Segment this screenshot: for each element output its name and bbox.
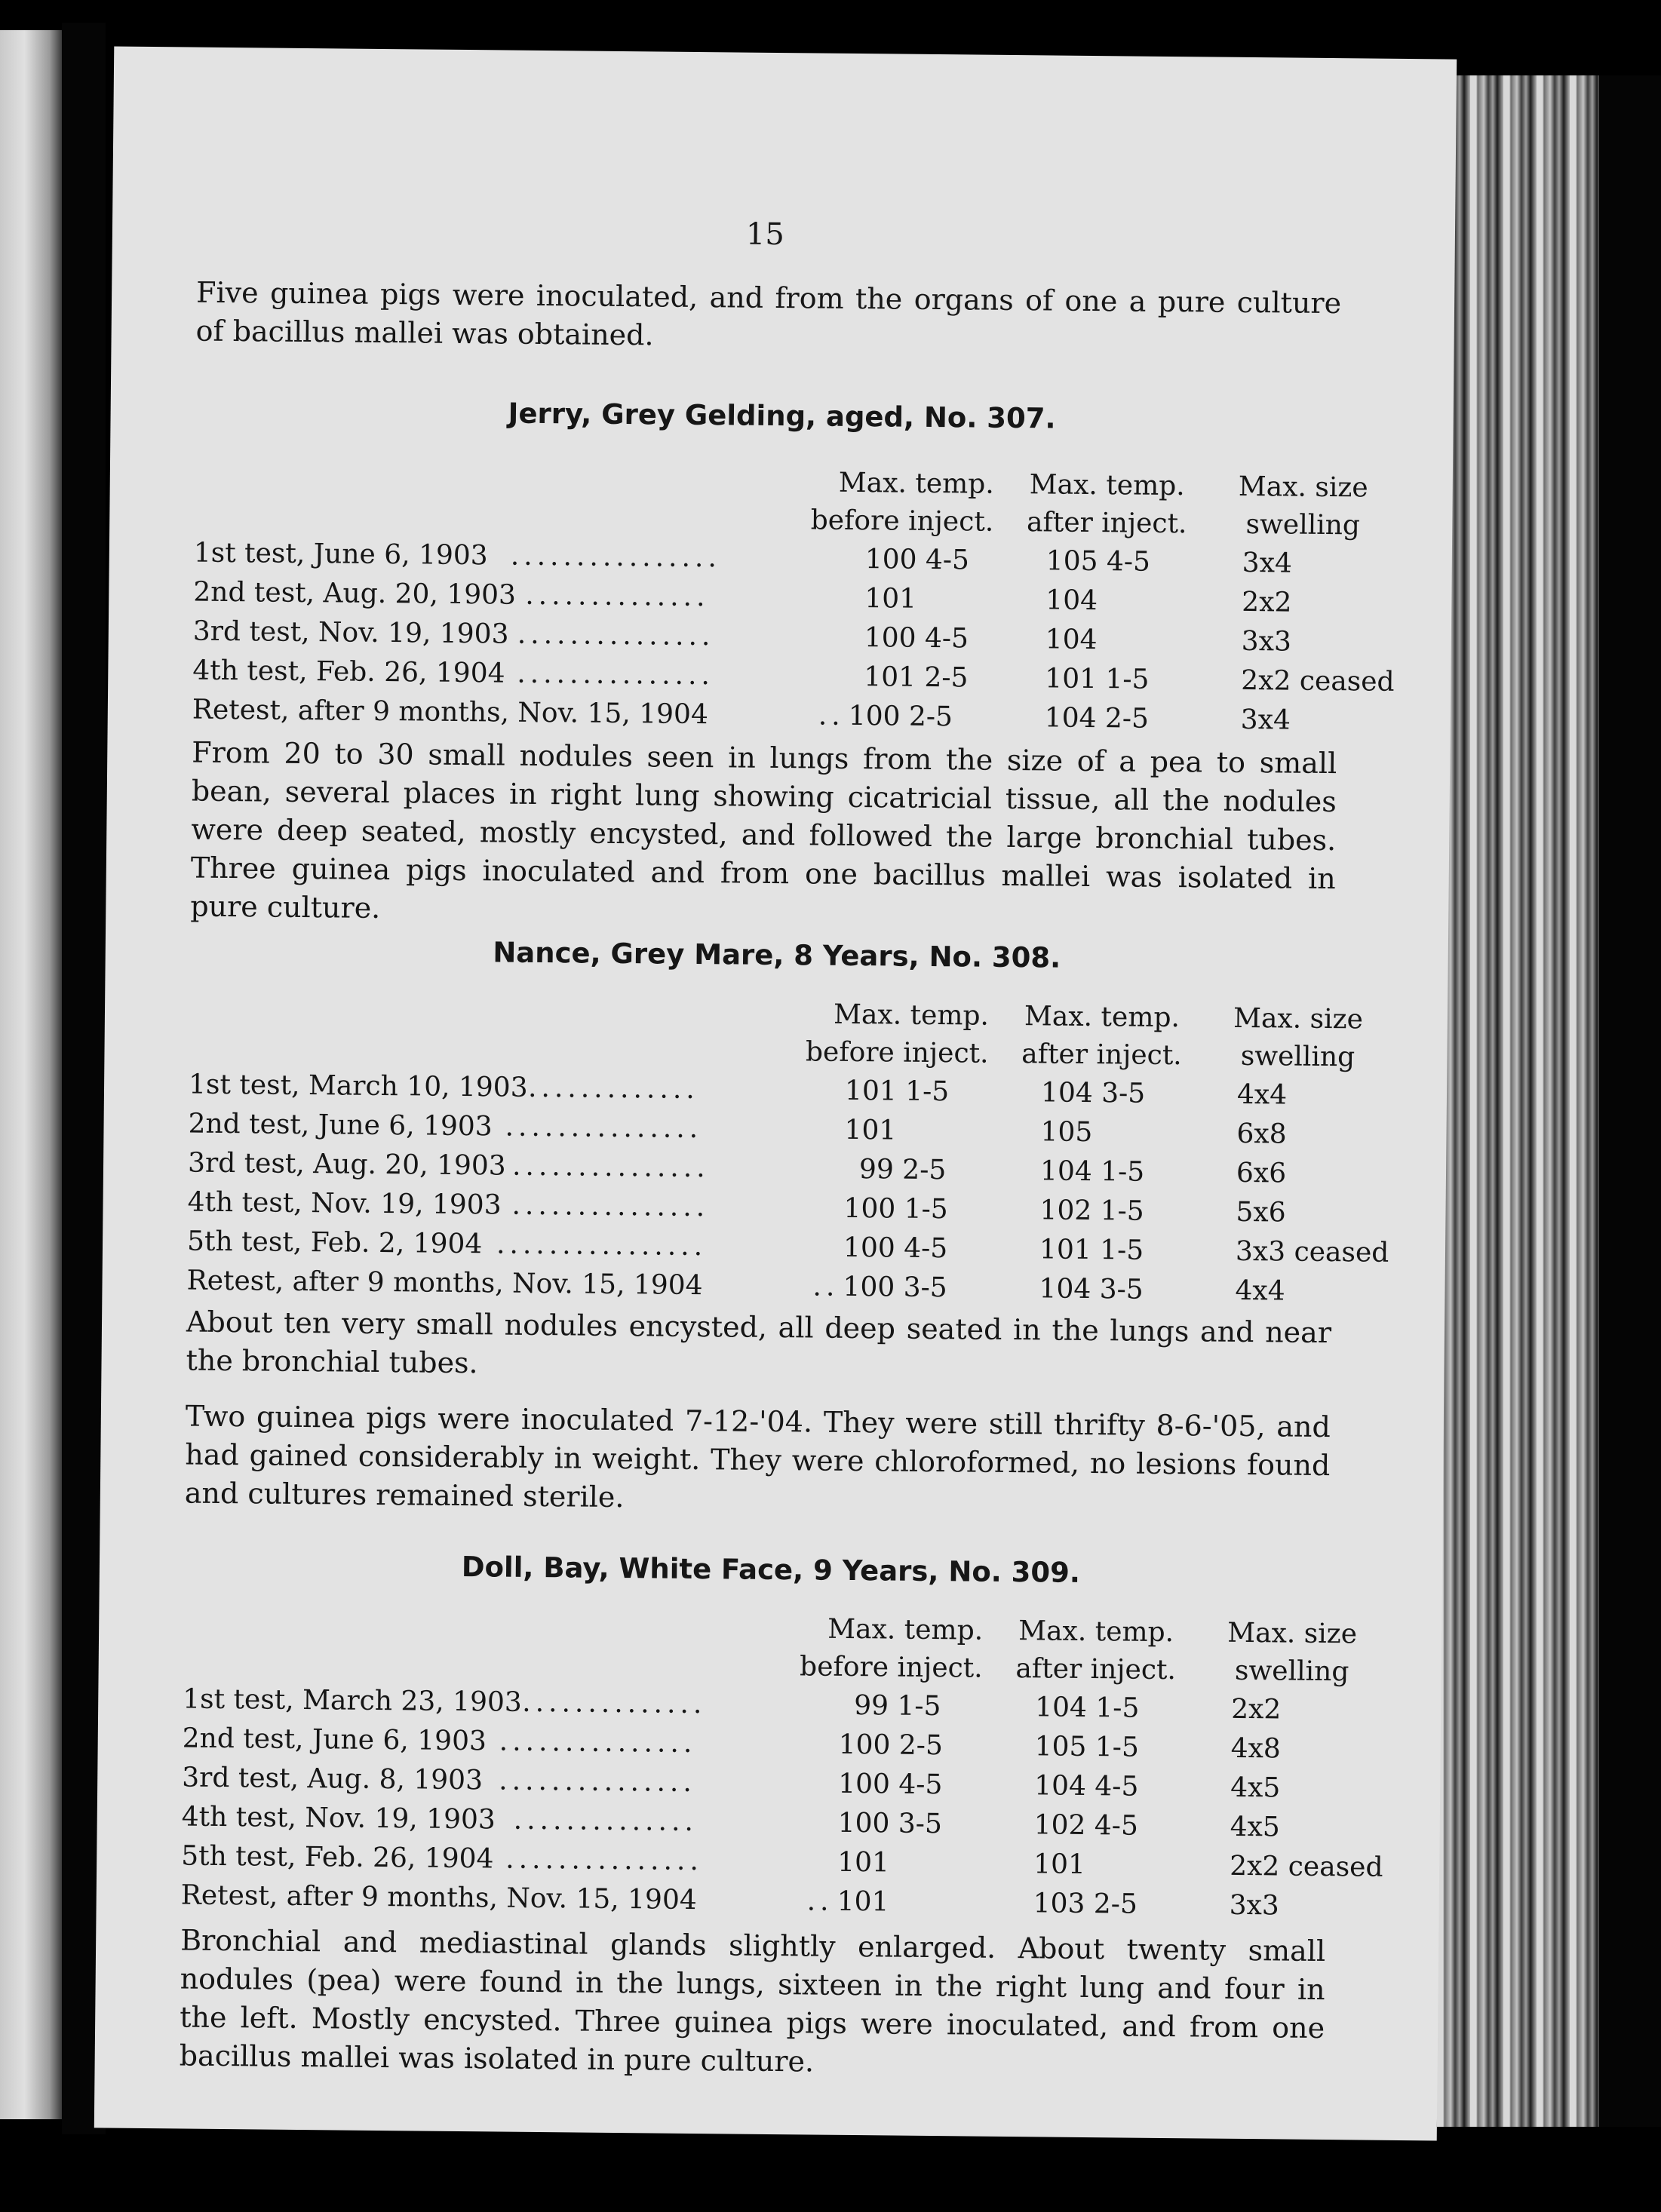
row-label: Retest, after 9 months, Nov. 15, 1904 (186, 1265, 703, 1302)
leader-dots: ............... (505, 1843, 704, 1877)
leader-dots: ................ (496, 1229, 708, 1262)
temp-before: 100 4-5 (864, 622, 969, 655)
swelling-size: 2x2 (1242, 586, 1292, 618)
column-header-line: after inject. (1015, 1653, 1177, 1686)
temp-after: 101 (1033, 1848, 1086, 1880)
temp-before: 101 (837, 1885, 889, 1918)
column-header-line: swelling (1234, 1655, 1349, 1688)
test-table-nance (186, 990, 1396, 1307)
swelling-size: 6x6 (1236, 1157, 1287, 1189)
column-header-line: swelling (1245, 508, 1361, 541)
section-note-doll: Bronchial and mediastinal glands slightly enlarged. About twenty small nodules (pea) were found in the lungs, sixteen in the right lung and four in the left. Mostly encysted. Three guinea pigs were inoculated, and from one bacillus mallei was isolated in pure culture. (179, 1923, 1326, 2079)
temp-before: 100 2-5 (848, 700, 953, 733)
temp-after: 105 (1040, 1116, 1093, 1149)
temp-after: 104 (1045, 624, 1098, 656)
temp-after: 102 4-5 (1033, 1809, 1139, 1842)
column-header-swelling (1212, 468, 1394, 545)
section-heading-doll: Doll, Bay, White Face, 9 Years, No. 309. (461, 1551, 1081, 1589)
row-label: 3rd test, Aug. 8, 1903 (182, 1762, 484, 1796)
swelling-size: 3x3 (1241, 625, 1292, 658)
temp-before: 100 3-5 (843, 1271, 947, 1304)
leader-dots: ............. (527, 1072, 700, 1106)
leader-dots: .. (818, 700, 845, 732)
row-label: 5th test, Feb. 2, 1904 (186, 1226, 483, 1260)
row-label: Retest, after 9 months, Nov. 15, 1904 (192, 694, 709, 731)
swelling-size: 4x5 (1230, 1772, 1281, 1804)
leader-dots: .............. (525, 579, 710, 613)
row-label: 2nd test, June 6, 1903 (188, 1108, 493, 1143)
swelling-size: 2x2 (1230, 1693, 1282, 1726)
row-label: 3rd test, Nov. 19, 1903 (192, 615, 509, 650)
leader-dots: ............... (499, 1765, 697, 1799)
row-label: 4th test, Feb. 26, 1904 (192, 655, 505, 689)
swelling-size: 6x8 (1236, 1118, 1287, 1150)
section-heading-nance: Nance, Grey Mare, 8 Years, No. 308. (493, 936, 1061, 974)
temp-before: 101 (864, 583, 917, 615)
leader-dots: ............... (499, 1726, 697, 1759)
section-note-nance-2: Two guinea pigs were inoculated 7-12-'04. They were still thrifty 8-6-'05, and had gained considerably in weight. They were chloroformed, no lesions found and cultures remained sterile. (184, 1399, 1331, 1514)
column-header-line: Max. temp. (827, 1613, 984, 1646)
temp-after: 105 1-5 (1034, 1731, 1140, 1763)
temp-after: 104 1-5 (1035, 1692, 1140, 1724)
column-header-line: after inject. (1021, 1039, 1182, 1072)
temp-before: 100 2-5 (838, 1729, 944, 1762)
book-page (94, 47, 1457, 2141)
column-header-before (767, 464, 994, 541)
temp-after: 104 1-5 (1039, 1155, 1145, 1188)
row-label: 2nd test, June 6, 1903 (182, 1723, 487, 1757)
intro-paragraph: Five guinea pigs were inoculated, and from the organs of one a pure culture of bacillus mallei was obtained. (195, 275, 1342, 352)
leader-dots: ............... (517, 618, 715, 652)
leader-dots: ............... (511, 1150, 710, 1184)
leader-dots: .............. (513, 1804, 698, 1838)
temp-before: 101 1-5 (844, 1075, 950, 1108)
column-header-before (762, 996, 989, 1073)
row-label: 3rd test, Aug. 20, 1903 (187, 1147, 506, 1182)
temp-after: 101 1-5 (1039, 1234, 1144, 1266)
column-header-line: Max. temp. (1024, 1001, 1181, 1034)
temp-after: 101 1-5 (1045, 663, 1150, 695)
column-header-line: before inject. (810, 505, 994, 538)
column-header-swelling (1207, 999, 1389, 1076)
leader-dots: ................ (510, 540, 722, 574)
column-header-after (1009, 466, 1205, 543)
temp-before: 99 2-5 (858, 1154, 947, 1186)
leader-dots: ............... (511, 1189, 710, 1223)
page-block-shadow (1599, 75, 1661, 2127)
page-block-edge (1437, 75, 1610, 2127)
swelling-size: 4x5 (1230, 1811, 1281, 1843)
row-label: 4th test, Nov. 19, 1903 (181, 1801, 496, 1836)
test-table-jerry (192, 459, 1402, 736)
row-label: 5th test, Feb. 26, 1904 (181, 1840, 494, 1875)
page-content (94, 47, 1457, 2141)
section-heading-jerry: Jerry, Grey Gelding, aged, No. 307. (508, 397, 1056, 435)
temp-before: 101 2-5 (864, 661, 969, 694)
column-header-line: Max. temp. (838, 467, 994, 500)
leader-dots: .. (806, 1885, 834, 1917)
column-header-line: Max. temp. (1018, 1615, 1174, 1649)
column-header-line: Max. temp. (1029, 469, 1185, 502)
row-label: 1st test, March 10, 1903 (188, 1069, 528, 1103)
temp-before: 99 1-5 (854, 1690, 941, 1723)
leader-dots: ............... (517, 658, 715, 692)
temp-after: 104 (1045, 584, 1098, 617)
column-header-line: before inject. (805, 1036, 989, 1069)
temp-after: 103 2-5 (1033, 1888, 1138, 1920)
swelling-size: 4x8 (1230, 1732, 1282, 1765)
column-header-after (1003, 998, 1200, 1075)
leader-dots: .. (812, 1271, 840, 1302)
swelling-size: 3x3 (1229, 1889, 1280, 1922)
row-label: Retest, after 9 months, Nov. 15, 1904 (180, 1879, 697, 1916)
column-header-line: Max. temp. (833, 999, 990, 1032)
column-header-line: Max. size (1238, 471, 1368, 504)
temp-after: 104 2-5 (1044, 702, 1150, 735)
temp-before: 100 3-5 (837, 1807, 943, 1840)
leader-dots: ............... (505, 1111, 703, 1145)
test-table-doll (180, 1605, 1390, 1922)
row-label: 1st test, June 6, 1903 (193, 537, 488, 572)
section-note-jerry: From 20 to 30 small nodules seen in lungs from the size of a pea to small bean, several places in right lung showing cicatricial tissue, all the nodules were deep seated, mostly encysted, and followed the large bronchial tubes. Three guinea pigs inoculated and from one bacillus mallei was isolated in pure culture. (190, 735, 1337, 925)
column-header-before (756, 1610, 983, 1688)
temp-after: 104 3-5 (1039, 1273, 1144, 1305)
column-header-swelling (1201, 1614, 1383, 1691)
temp-after: 104 3-5 (1040, 1077, 1146, 1109)
temp-before: 100 1-5 (843, 1192, 948, 1226)
swelling-size: 3x3 ceased (1235, 1235, 1389, 1269)
leader-dots: .............. (522, 1686, 707, 1720)
temp-before: 101 (844, 1114, 897, 1146)
column-header-after (997, 1612, 1194, 1689)
row-label: 2nd test, Aug. 20, 1903 (193, 576, 517, 611)
row-label: 1st test, March 23, 1903 (183, 1683, 522, 1718)
temp-after: 104 4-5 (1034, 1770, 1139, 1802)
column-header-line: before inject. (799, 1651, 983, 1684)
temp-before: 101 (837, 1846, 890, 1879)
swelling-size: 5x6 (1236, 1196, 1286, 1229)
temp-after: 102 1-5 (1039, 1195, 1144, 1227)
temp-before: 100 4-5 (864, 544, 970, 576)
temp-before: 100 4-5 (843, 1232, 948, 1265)
swelling-size: 4x4 (1235, 1275, 1285, 1307)
column-header-line: swelling (1240, 1040, 1356, 1073)
row-label: 4th test, Nov. 19, 1903 (187, 1186, 502, 1221)
swelling-size: 4x4 (1236, 1078, 1288, 1111)
swelling-size: 2x2 ceased (1241, 664, 1395, 698)
column-header-line: Max. size (1227, 1617, 1358, 1650)
page-number: 15 (745, 216, 785, 253)
swelling-size: 3x4 (1242, 547, 1293, 579)
temp-after: 105 4-5 (1045, 545, 1151, 578)
section-note-nance: About ten very small nodules encysted, all deep seated in the lungs and near the bronchial tubes. (186, 1305, 1332, 1380)
column-header-line: Max. size (1233, 1002, 1364, 1035)
swelling-size: 2x2 ceased (1229, 1850, 1383, 1883)
facing-page-edge (0, 30, 62, 2119)
swelling-size: 3x4 (1240, 704, 1291, 736)
column-header-line: after inject. (1026, 507, 1187, 540)
temp-before: 100 4-5 (838, 1768, 943, 1801)
